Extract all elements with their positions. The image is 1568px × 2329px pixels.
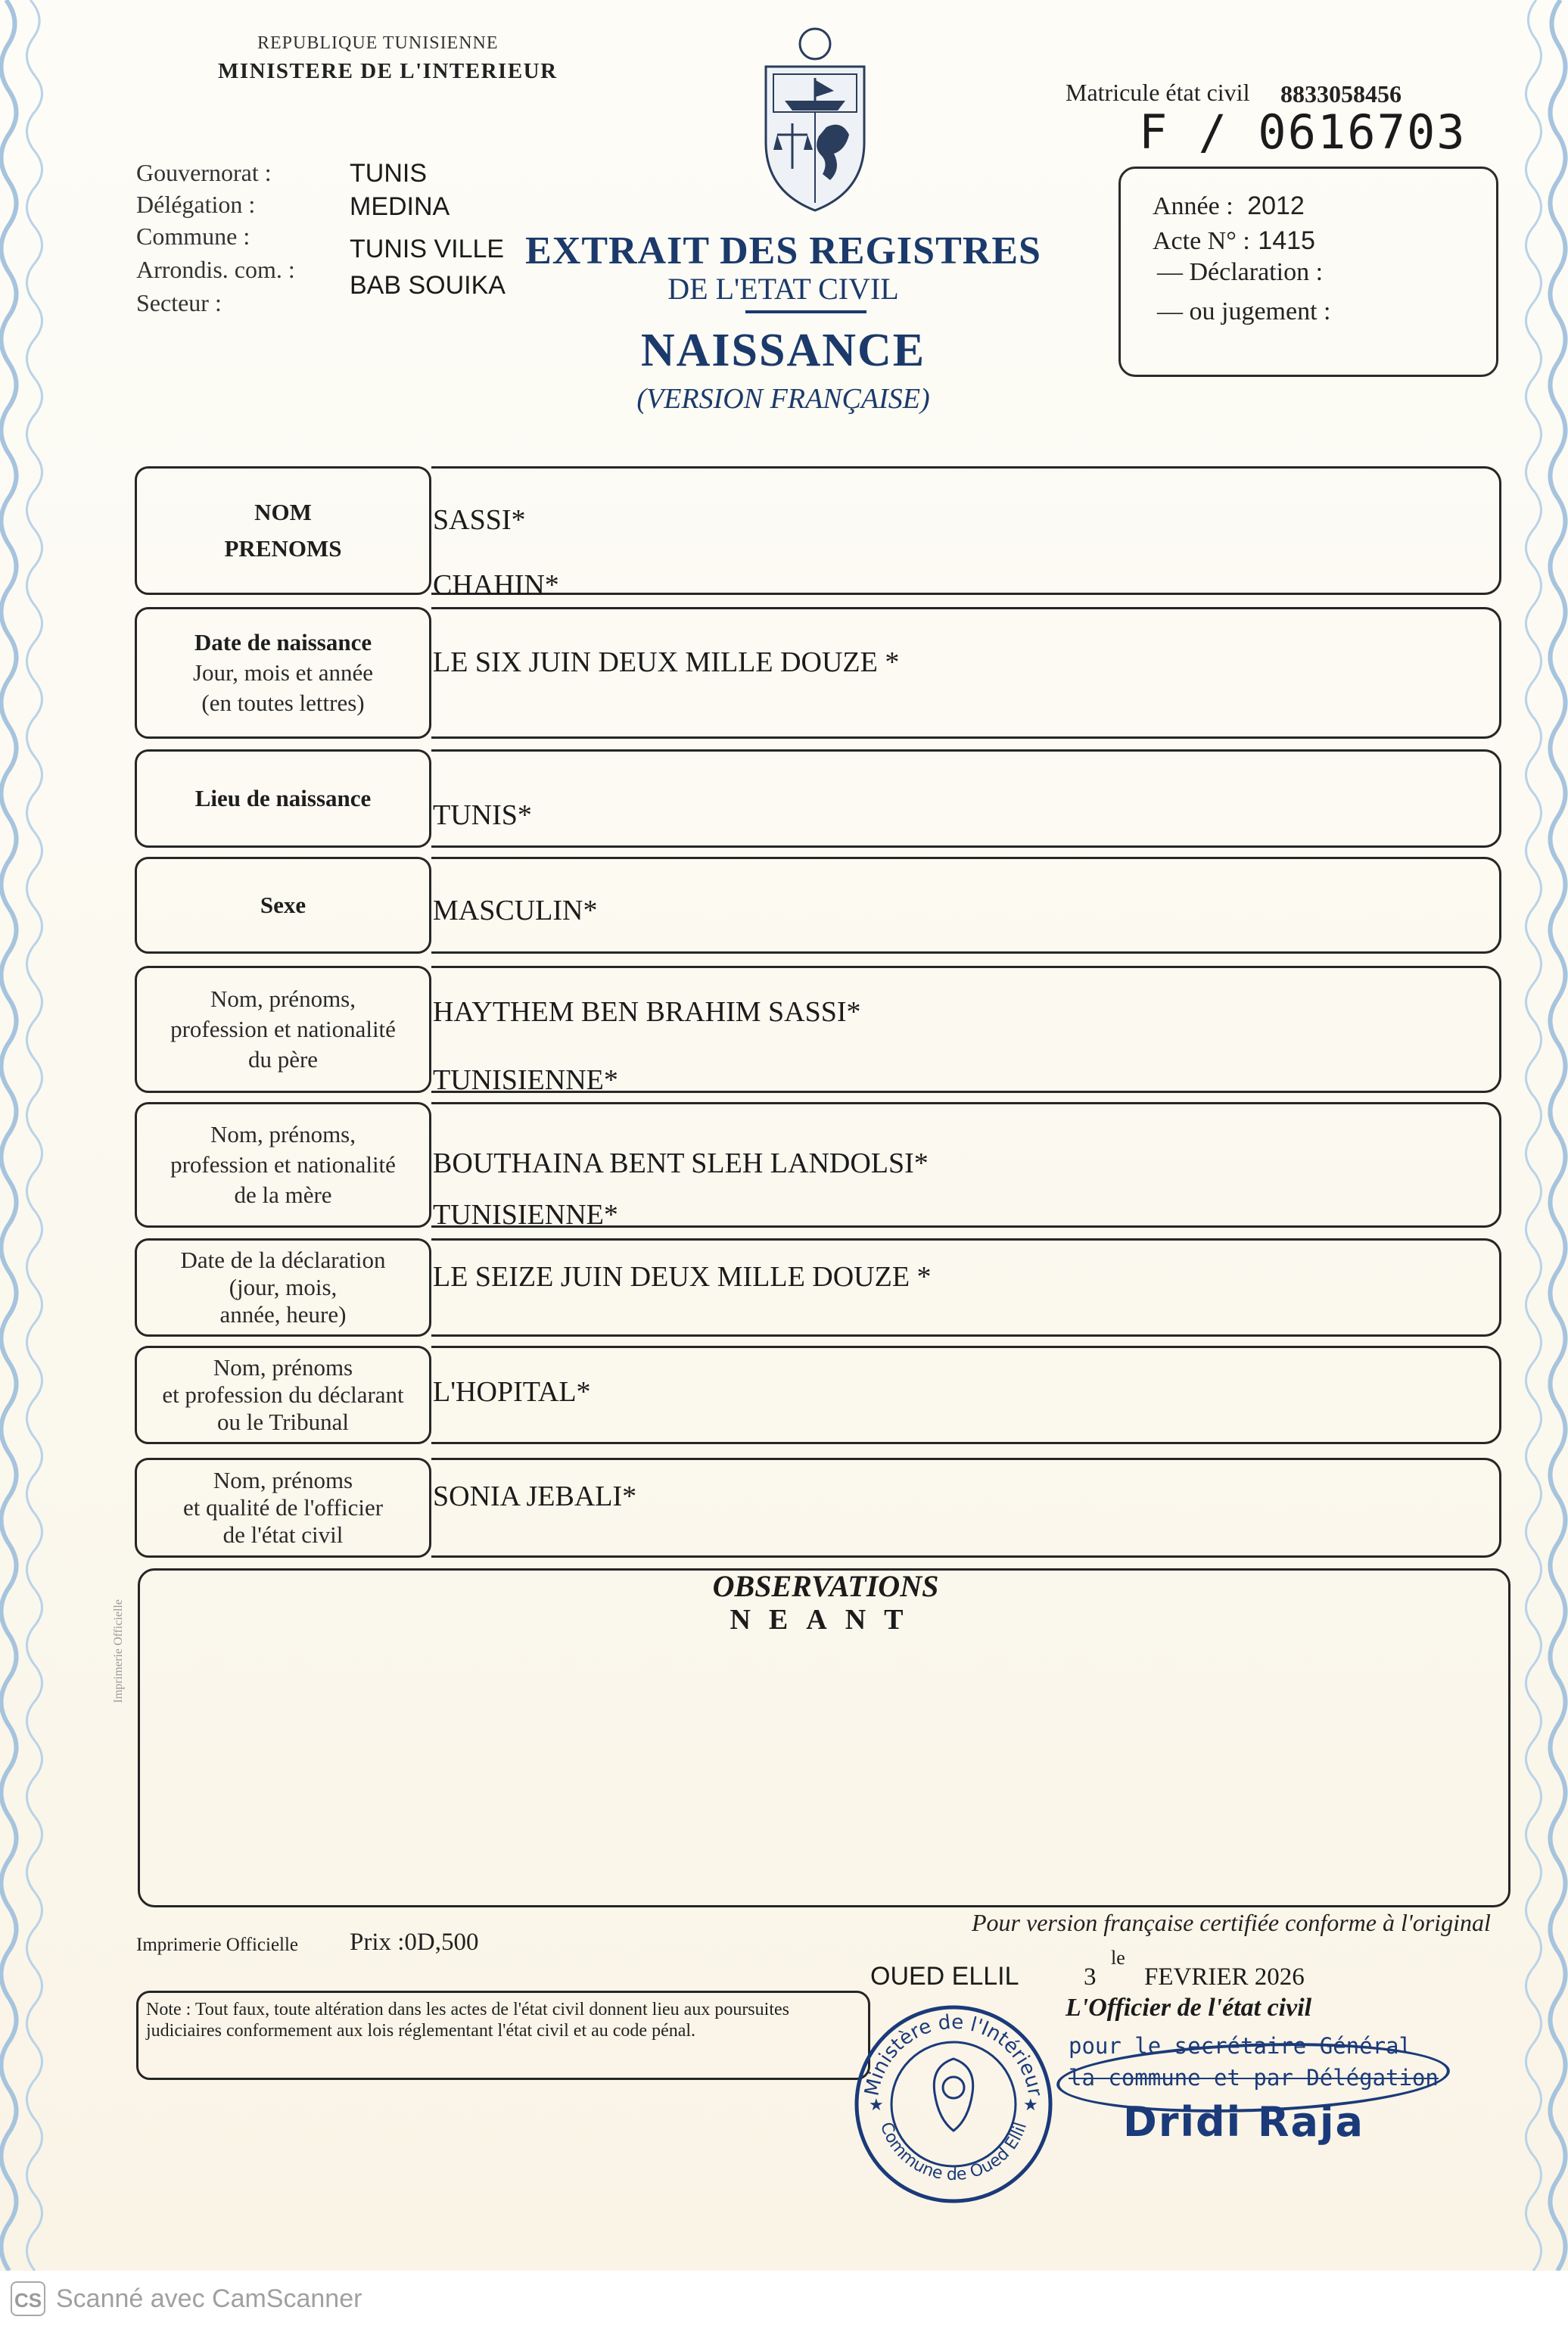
mere-value-2: TUNISIENNE*	[433, 1199, 618, 1231]
arrondissement-value: BAB SOUIKA	[350, 271, 506, 300]
document-title: EXTRAIT DES REGISTRES	[525, 229, 1041, 272]
legal-note-text: Note : Tout faux, toute altération dans les actes de l'état civil donnent lieu aux poursuites judiciaires conformement aux lois réglementant l'état civil et au code pénal.	[146, 2000, 789, 2041]
serial-number: F / 0616703	[1139, 104, 1467, 160]
dob-label-2: Jour, mois et année	[192, 659, 374, 686]
mere-label-3: de la mère	[234, 1182, 332, 1208]
matricule-label: Matricule état civil	[1066, 79, 1250, 106]
observations-value: NEANT	[730, 1604, 922, 1636]
commune-value: TUNIS VILLE	[350, 235, 505, 263]
issue-date: FEVRIER 2026	[1144, 1963, 1305, 1991]
commune-label: Commune :	[136, 223, 250, 250]
matricule-value: 8833058456	[1280, 80, 1402, 107]
decl-label-3: année, heure)	[219, 1301, 347, 1328]
officier-value: SONIA JEBALI*	[433, 1481, 637, 1512]
nom-prenoms-value-cell	[431, 466, 1501, 601]
mere-value-cell	[431, 1102, 1501, 1231]
declarant-value-cell	[431, 1346, 1501, 1444]
legal-note-box	[136, 1991, 870, 2080]
officier-label-cell	[135, 1458, 431, 1558]
document-type: NAISSANCE	[640, 325, 926, 376]
sexe-value: MASCULIN*	[433, 895, 598, 926]
pere-label-3: du père	[247, 1046, 319, 1073]
officier-label-2: et qualité de l'officier	[182, 1494, 384, 1521]
camscanner-watermark-text: Scanné avec CamScanner	[56, 2284, 362, 2313]
officier-value-cell	[431, 1458, 1501, 1558]
mere-label-1: Nom, prénoms,	[210, 1121, 356, 1147]
dob-value-cell	[431, 607, 1501, 739]
secretary-line-2: la commune et par Délégation	[1069, 2065, 1439, 2091]
mere-label-cell	[135, 1102, 431, 1228]
row-declarant	[135, 1346, 1501, 1444]
secteur-label: Secteur :	[136, 289, 222, 316]
prenoms-label: PRENOMS	[224, 535, 342, 562]
pere-value-cell	[431, 966, 1501, 1096]
lieu-value-cell	[431, 749, 1501, 848]
declarant-label-1: Nom, prénoms	[213, 1354, 353, 1381]
sexe-value-cell	[431, 857, 1501, 954]
document-version: (VERSION FRANÇAISE)	[636, 383, 930, 415]
jugement-label: — ou jugement :	[1157, 297, 1331, 325]
decl-label-2: (jour, mois,	[229, 1274, 338, 1300]
declarant-label-3: ou le Tribunal	[217, 1409, 349, 1435]
pere-label-cell	[135, 966, 431, 1093]
row-date-declaration	[135, 1238, 1501, 1337]
nom-value: SASSI*	[433, 504, 526, 536]
mere-label-2: profession et nationalité	[170, 1151, 396, 1178]
pere-label-2: profession et nationalité	[170, 1016, 396, 1042]
official-stamp-seal	[848, 1998, 1059, 2210]
declarant-label-2: et profession du déclarant	[162, 1381, 404, 1408]
title-divider	[745, 310, 866, 313]
row-sexe	[135, 857, 1501, 954]
row-date-naissance	[135, 607, 1501, 739]
dob-label-3: (en toutes lettres)	[201, 690, 365, 716]
issue-day: 3	[1084, 1963, 1097, 1991]
annee-row	[1153, 191, 1305, 221]
pere-value-2: TUNISIENNE*	[433, 1064, 618, 1096]
nom-label: NOM	[254, 499, 312, 525]
pere-label-1: Nom, prénoms,	[210, 985, 356, 1012]
sexe-label-cell	[135, 857, 431, 954]
decl-label-1: Date de la déclaration	[180, 1247, 386, 1273]
row-mere	[135, 1102, 1501, 1231]
issue-place: OUED ELLIL	[870, 1962, 1019, 1991]
nom-prenoms-label-cell	[135, 466, 431, 595]
gouvernorat-value: TUNIS	[350, 159, 427, 188]
row-officier	[135, 1458, 1501, 1558]
acte-info-box	[1118, 167, 1498, 377]
pere-value-1: HAYTHEM BEN BRAHIM SASSI*	[433, 996, 861, 1028]
svg-text:★: ★	[1023, 2096, 1038, 2115]
camscanner-logo-icon: CS	[11, 2281, 45, 2316]
svg-text:Commune de Oued Ellil: Commune de Oued Ellil	[876, 2119, 1031, 2185]
decl-value-cell	[431, 1238, 1501, 1337]
issue-day-suffix: le	[1111, 1947, 1125, 1969]
officier-label-1: Nom, prénoms	[213, 1467, 353, 1493]
sexe-label: Sexe	[260, 892, 306, 918]
declarant-label-cell	[135, 1346, 431, 1444]
annee-label: Année :	[1153, 192, 1234, 220]
decl-label-cell	[135, 1238, 431, 1337]
svg-text:★: ★	[869, 2096, 884, 2115]
delegation-value: MEDINA	[350, 192, 450, 221]
acte-row	[1153, 226, 1315, 256]
delegation-label: Délégation :	[136, 191, 256, 218]
prenoms-value: CHAHIN*	[433, 569, 559, 601]
side-printer-note: Imprimerie Officielle	[112, 1599, 125, 1703]
republic-heading: REPUBLIQUE TUNISIENNE	[257, 33, 499, 53]
declarant-value: L'HOPITAL*	[433, 1376, 591, 1408]
lieu-label: Lieu de naissance	[194, 785, 372, 811]
lieu-value: TUNIS*	[433, 799, 532, 831]
signatory-name: Dridi Raja	[1123, 2098, 1364, 2146]
certification-text: Pour version française certifiée conforme à l'original	[972, 1909, 1491, 1936]
declaration-label: — Déclaration :	[1157, 258, 1324, 286]
lieu-label-cell	[135, 749, 431, 848]
officer-title: L'Officier de l'état civil	[1066, 1994, 1312, 2022]
gouvernorat-label: Gouvernorat :	[136, 159, 272, 186]
imprimerie-label: Imprimerie Officielle	[136, 1935, 299, 1955]
annee-value: 2012	[1247, 191, 1305, 220]
row-pere	[135, 966, 1501, 1096]
document-subtitle: DE L'ETAT CIVIL	[667, 272, 899, 306]
mere-value-1: BOUTHAINA BENT SLEH LANDOLSI*	[433, 1147, 929, 1179]
acte-label: Acte N° :	[1153, 227, 1250, 255]
row-nom-prenoms	[135, 466, 1501, 601]
dob-value: LE SIX JUIN DEUX MILLE DOUZE *	[433, 646, 900, 678]
decl-value: LE SEIZE JUIN DEUX MILLE DOUZE *	[433, 1261, 932, 1293]
ministry-heading: MINISTERE DE L'INTERIEUR	[218, 59, 558, 83]
coat-of-arms-emblem	[751, 21, 879, 215]
row-lieu-naissance	[135, 749, 1501, 848]
dob-label-1: Date de naissance	[194, 629, 372, 655]
svg-text:Ministère de l'Intérieur: Ministère de l'Intérieur	[860, 2010, 1047, 2098]
observations-title: OBSERVATIONS	[712, 1569, 939, 1603]
acte-value: 1415	[1258, 226, 1315, 255]
price-label: Prix :0D,500	[350, 1929, 479, 1956]
dob-label-cell	[135, 607, 431, 739]
officier-label-3: de l'état civil	[222, 1521, 344, 1548]
arrondissement-label: Arrondis. com. :	[136, 256, 295, 283]
secretary-line-1: pour le secrétaire Général	[1069, 2033, 1412, 2059]
